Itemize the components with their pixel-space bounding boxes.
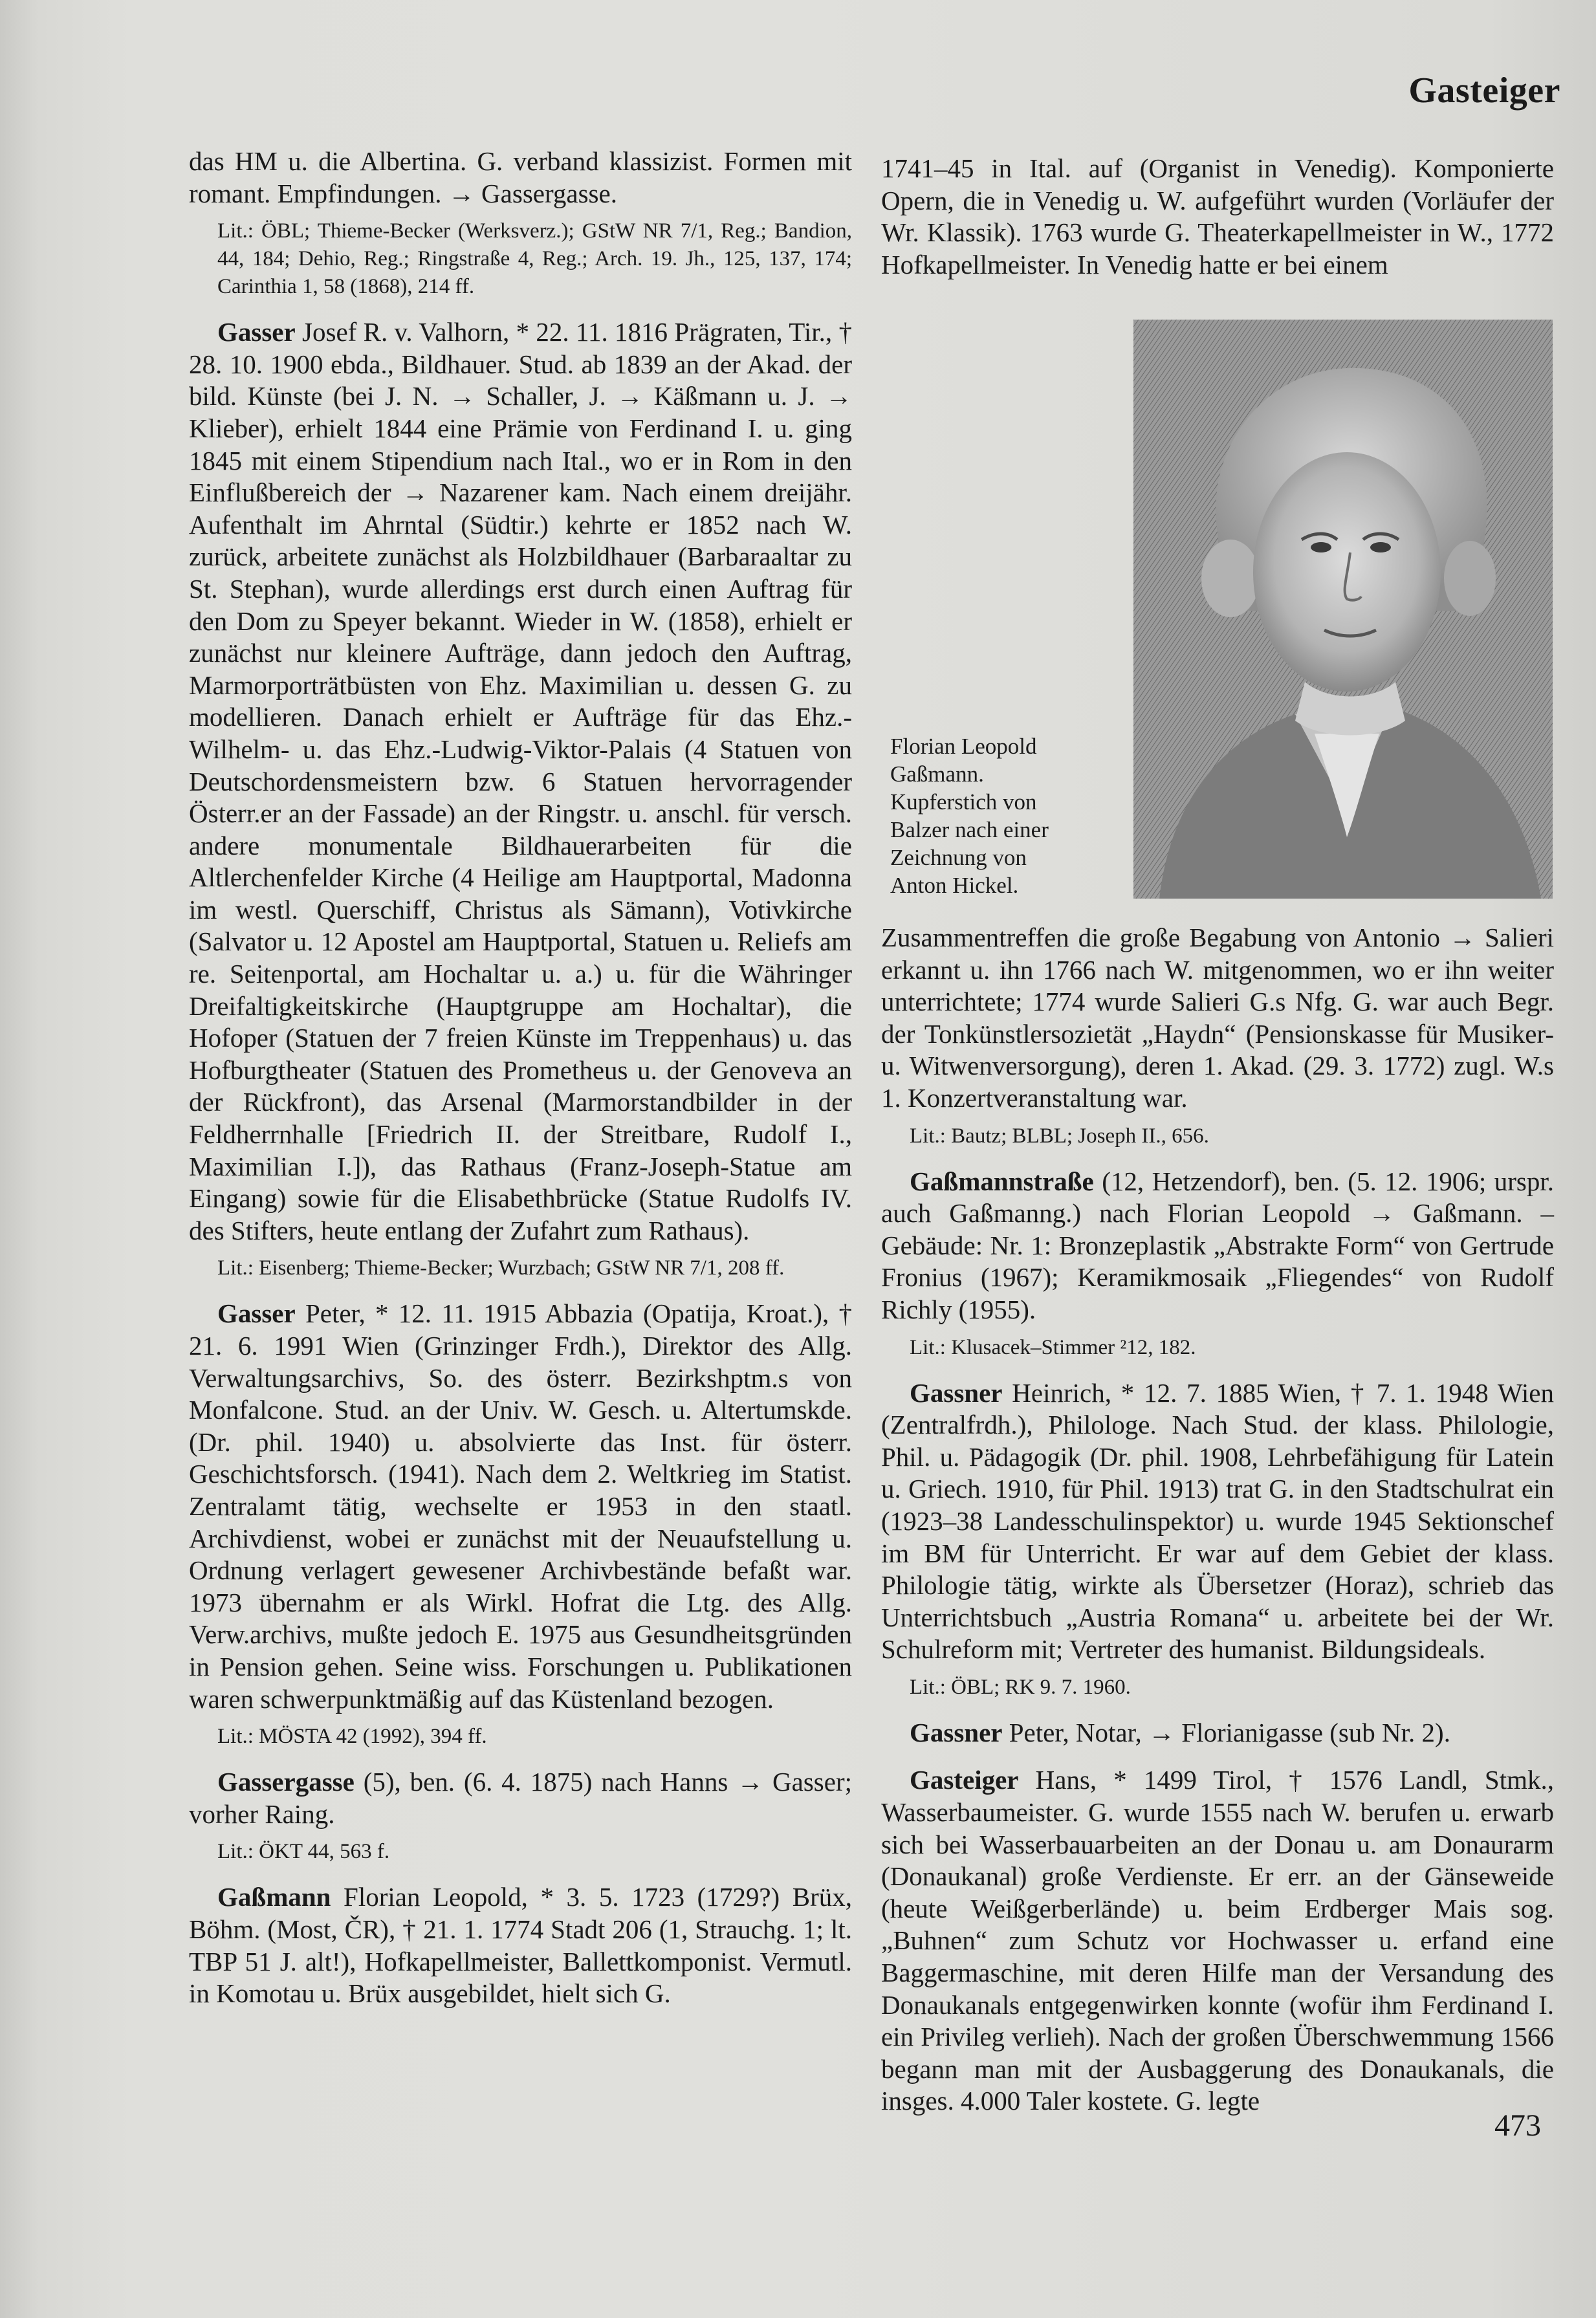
entry-text: Hans, * 1499 Tirol, † 1576 Landl, Stmk., Wasserbaumeister. G. wurde 1555 nach W. berufen u. erwarb sich bei Wasserbauarbeiten an der Donau u. am Donaurarm (Donaukanal) große Verdienste. Er err. an der Gänseweide (heute Weißgerberlände) u. beim Erdberger Mais sog. „Buhnen“ zum Schutz vor Hochwasser u. erfand eine Baggermaschine, mit deren Hilfe man der Versandung des Donaukanals entgegenwirken konnte (wofür ihm Ferdinand I. ein Privileg verlieh). Nach der großen Überschwemmung 1566 begann man mit der Ausbaggerung des Donaukanals, die insges. 4.000 Taler kostete. G. legte xyxy=(881,1765,1555,2116)
entry-text: (5), ben. (6. 4. 1875) nach Hanns → Gasser; vorher Raing. xyxy=(189,1767,853,1829)
entry-text: das HM u. die Albertina. G. verband klassizist. Formen mit romant. Empfindungen. → Gassergasse. xyxy=(189,146,852,208)
entry-headword: Gassergasse xyxy=(217,1767,355,1797)
entry-text: Zusammentreffen die große Begabung von Antonio → Salieri erkannt u. ihn 1766 nach W. mitgenommen, wo er ihn weiter unterrichtete; 1774 wurde Salieri G.s Nfg. G. war auch Begr. der Tonkünstlersozietät „Haydn“ (Pensionskasse für Musiker- u. Witwenversorgung), deren 1. Akad. (29. 3. 1772) zugl. W.s 1. Konzertveranstaltung war. xyxy=(881,923,1554,1113)
entry-gasser-josef xyxy=(189,316,852,1282)
running-head: Gasteiger xyxy=(1408,71,1560,111)
entry-headword: Gaßmannstraße xyxy=(910,1166,1094,1196)
caption-line: Balzer nach einer xyxy=(890,817,1049,842)
entry-text: (12, Hetzendorf), ben. (5. 12. 1906; urspr. auch Gaßmanng.) nach Florian Leopold → Gaßmann. – Gebäude: Nr. 1: Bronzeplastik „Abstrakte Form“ von Gertrude Fronius (1967); Keramikmosaik „Fliegendes“ von Rudolf Richly (1955). xyxy=(881,1166,1554,1324)
caption-line: Zeichnung von xyxy=(890,845,1027,870)
entry-headword: Gasser xyxy=(217,317,296,347)
entry-text: Peter, Notar, → Florianigasse (sub Nr. 2). xyxy=(1009,1717,1450,1747)
portrait-image xyxy=(1133,320,1553,899)
entry-gassner-peter xyxy=(881,1717,1554,1749)
entry-literature: Lit.: ÖKT 44, 563 f. xyxy=(217,1840,390,1864)
entry-literature: Lit.: ÖBL; Thieme-Becker (Werksverz.); GStW NR 7/1, Reg.; Bandion, 44, 184; Dehio, Reg.; Ringstraße 4, Reg.; Arch. 19. Jh., 125, 137, 174; Carinthia 1, 58 (1868), 214 ff. xyxy=(217,219,852,299)
entry-continuation xyxy=(189,146,852,301)
entry-headword: Gassner xyxy=(910,1377,1003,1408)
entry-headword: Gassner xyxy=(910,1717,1003,1747)
entry-gasser-peter xyxy=(189,1298,852,1751)
entry-continuation xyxy=(881,922,1554,1150)
figure-portrait xyxy=(881,318,1554,901)
left-column xyxy=(189,146,852,2010)
entry-text: Josef R. v. Valhorn, * 22. 11. 1816 Prägraten, Tir., † 28. 10. 1900 ebda., Bildhauer. Stud. ab 1839 an der Akad. der bild. Künste (bei J. N. → Schaller, J. → Käßmann u. J. → Klieber), erhielt 1844 eine Prämie von Ferdinand I. u. ging 1845 mit einem Stipendium nach Ital., wo er in Rom in den Einflußbereich der → Nazarener kam. Nach einem dreijähr. Aufenthalt im Ahrntal (Südtir.) kehrte er 1852 nach W. zurück, arbeitete zunächst als Holzbildhauer (Barbaraaltar zu St. Stephan), wurde allerdings erst durch einen Auftrag für den Dom zu Speyer bekannt. Wieder in W. (1858), erhielt er zunächst nur kleinere Aufträge, dann jedoch den Auftrag, Marmorporträtbüsten von Ehz. Maximilian u. dessen G. zu modellieren. Danach erhielt er Aufträge für das Ehz.-Wilhelm- u. das Ehz.-Ludwig-Viktor-Palais (4 Statuen von Deutschordensmeistern bzw. 6 Statuen hervorragender Österr.er an der Fassade) an der Ringstr. u. anschl. für versch. andere monumentale Bildhauerarbeiten für die Altlerchenfelder Kirche (4 Heilige am Hauptportal, Madonna im westl. Querschiff, Christus als Sämann), Votivkirche (Salvator u. 12 Apostel am Hauptportal, Statuen u. Reliefs am re. Seitenportal, am Hochaltar u. a.) u. für die Währinger Dreifaltigkeitskirche (Hauptgruppe am Hochaltar), die Hofoper (Statuen der 7 freien Künste im Treppenhaus) u. das Hofburgtheater (Statuen des Prometheus u. der Genoveva an der Rückfront), das Arsenal (Marmorstandbilder in der Feldherrnhalle [Friedrich II. der Streitbare, Rudolf I., Maximilian I.]), das Rathaus (Franz-Joseph-Statue am Eingang) sowie für die Elisabethbrücke (Statue Rudolfs IV. des Stifters, heute entlang der Zufahrt zum Rathaus). xyxy=(189,317,852,1245)
entry-gassner-heinrich xyxy=(881,1377,1554,1701)
entry-literature: Lit.: Bautz; BLBL; Joseph II., 656. xyxy=(910,1124,1209,1148)
entry-headword: Gaßmann xyxy=(217,1882,331,1912)
entry-gassmannstrasse xyxy=(881,1166,1554,1362)
portrait-engraving xyxy=(1133,320,1553,899)
entry-text: Heinrich, * 12. 7. 1885 Wien, † 7. 1. 1948 Wien (Zentralfrdh.), Philologe. Nach Stud. der klass. Philologie, Phil. u. Pädagogik (Dr. phil. 1908, Lehrbefähigung für Latein u. Griech. 1910, für Phil. 1913) trat G. in den Stadtschulrat ein (1923–38 Landesschulinspektor) u. wurde 1945 Sektionschef im BM für Unterricht. Er war auf dem Gebiet der klass. Philologie tätig, wirkte als Übersetzer (Horaz), schrieb das Unterrichtsbuch „Austria Romana“ u. arbeitete bei der Wr. Schulreform mit; Vertreter des humanist. Bildungsideals. xyxy=(881,1377,1555,1665)
entry-literature: Lit.: MÖSTA 42 (1992), 394 ff. xyxy=(217,1725,487,1749)
entry-text: Peter, * 12. 11. 1915 Abbazia (Opatija, Kroat.), † 21. 6. 1991 Wien (Grinzinger Frdh.), Direktor des Allg. Verwaltungsarchivs, So. des österr. Bezirkshptm.s von Monfalcone. Stud. an der Univ. W. Gesch. u. Altertumskde. (Dr. phil. 1940) u. absolvierte das Inst. für österr. Geschichtsforsch. (1941). Nach dem 2. Weltkrieg im Statist. Zentralamt tätig, wechselte er 1953 in den staatl. Archivdienst, wobei er zunächst mit der Neuaufstellung u. Ordnung verlagert gewesener Archivbestände befaßt war. 1973 übernahm er als Wirkl. Hofrat die Ltg. des Allg. Verw.archivs, mußte jedoch E. 1975 aus Gesundheitsgründen in Pension gehen. Seine wiss. Forschungen u. Publikationen waren schwerpunktmäßig auf das Küstenland bezogen. xyxy=(189,1298,853,1714)
entry-literature: Lit.: Klusacek–Stimmer ²12, 182. xyxy=(910,1335,1196,1359)
figure-caption xyxy=(890,732,1123,899)
entry-literature: Lit.: ÖBL; RK 9. 7. 1960. xyxy=(910,1675,1131,1699)
entry-gassmann xyxy=(189,1881,852,2009)
entry-gasteiger xyxy=(881,1764,1554,2117)
entry-literature: Lit.: Eisenberg; Thieme-Becker; Wurzbach; GStW NR 7/1, 208 ff. xyxy=(217,1256,785,1280)
caption-line: Gaßmann. xyxy=(890,761,984,787)
caption-line: Anton Hickel. xyxy=(890,873,1019,898)
page-number: 473 xyxy=(1494,2108,1541,2143)
caption-line: Kupferstich von xyxy=(890,789,1037,815)
entry-headword: Gasser xyxy=(217,1298,296,1329)
entry-headword: Gasteiger xyxy=(910,1765,1019,1795)
entry-text: Florian Leopold, * 3. 5. 1723 (1729?) Brüx, Böhm. (Most, ČR), † 21. 1. 1774 Stadt 206 (1, Strauchg. 1; lt. TBP 51 J. alt!), Hofkapellmeister, Ballettkomponist. Vermutl. in Komotau u. Brüx ausgebildet, hielt sich G. xyxy=(189,1882,852,2009)
entry-gassergasse xyxy=(189,1766,852,1866)
caption-line: Florian Leopold xyxy=(890,734,1037,759)
entry-text: 1741–45 in Ital. auf (Organist in Venedig). Komponierte Opern, die in Venedig u. W. aufgeführt wurden (Vorläufer der Wr. Klassik). 1763 wurde G. Theaterkapellmeister in W., 1772 Hofkapellmeister. In Venedig hatte er bei einem xyxy=(881,153,1554,279)
right-column xyxy=(881,922,1554,2117)
right-column-top xyxy=(881,153,1554,281)
